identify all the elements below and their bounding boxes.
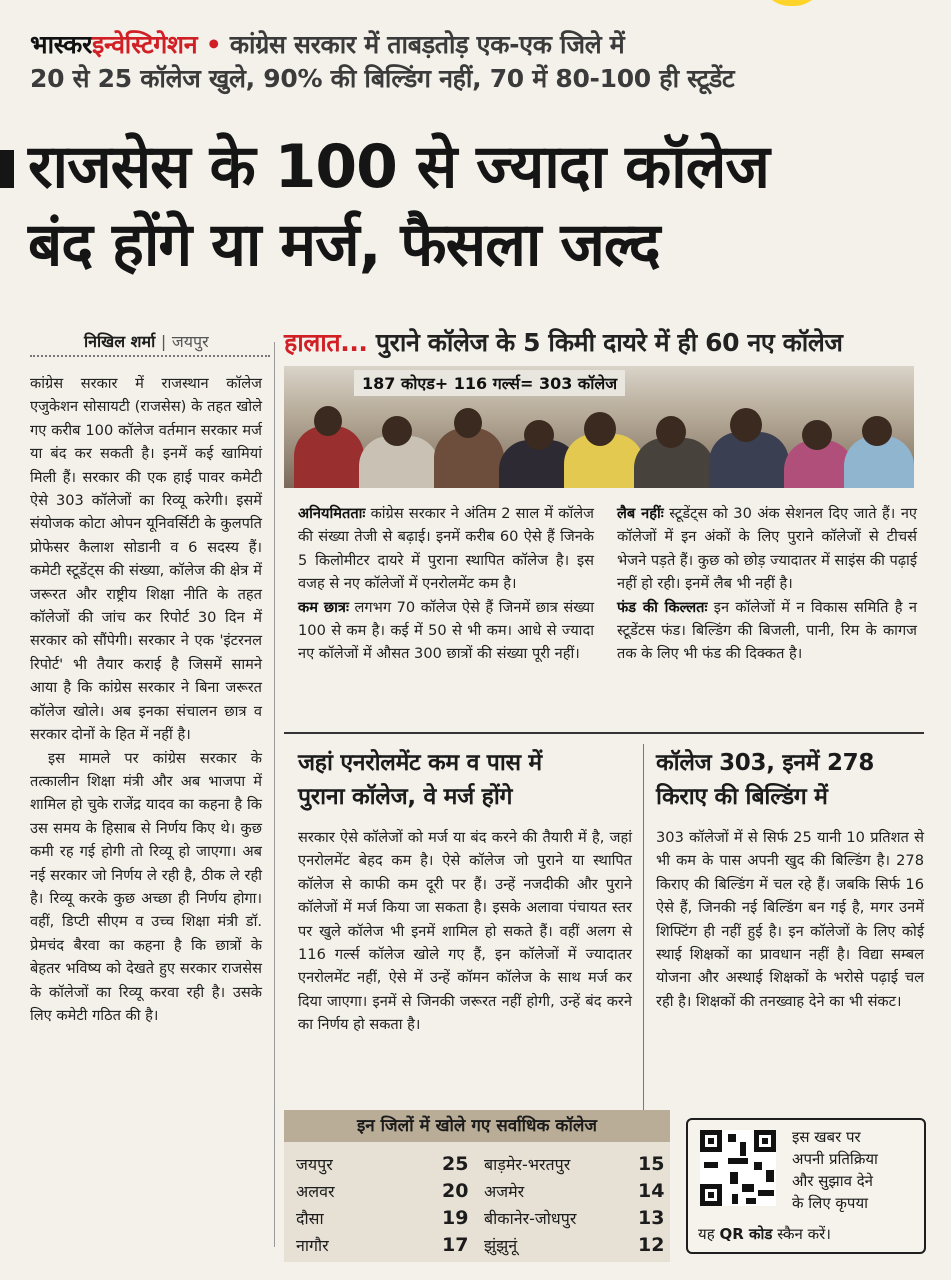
qr-line3: और सुझाव देने xyxy=(792,1172,874,1190)
table-row xyxy=(296,1206,665,1231)
district-name: बाड़मेर-भरतपुर xyxy=(484,1155,571,1174)
kicker-line2: 20 से 25 कॉलेज खुले, 90% की बिल्डिंग नहीं, 70 में 80-100 ही स्टूडेंट xyxy=(30,64,735,93)
qr-scan-suffix: स्कैन करें। xyxy=(777,1225,831,1243)
rent-body: 303 कॉलेजों में से सिर्फ 25 यानी 10 प्रतिशत से भी कम के पास अपनी खुद की बिल्डिंग है। 278 किराए की बिल्डिंग में चल रहे हैं। जबकि सिर्फ 16 ऐसे हैं, जिनकी नई बिल्डिंग बन गई है, मगर उनमें शिफ्टिंग ही नहीं हुई है। इन कॉलेजों के लिए कोई स्थाई शिक्षकों का प्रावधान नहीं है। विद्या सम्बल योजना और अस्थाई शिक्षकों के भरोसे पढ़ाई चल रही है। शिक्षकों की तनख्वाह देने का भी संकट। xyxy=(656,829,924,1010)
left-para-2: इस मामले पर कांग्रेस सरकार के तत्कालीन शिक्षा मंत्री और अब भाजपा में शामिल हो चुके राजेंद्र यादव का कहना है कि उस समय के हिसाब से निर्णय किए थे। कुछ कमी रह गई होगी तो रिव्यू हो जाएगा। अब नई सरकार जो निर्णय ले रही है, ठीक ले रही है। रिव्यू करके कुछ अच्छा ही निर्णय होगा। वहीं, डिप्टी सीएम व उच्च शिक्षा मंत्री डॉ. प्रेमचंद बैरवा का कहना है कि छात्रों के बेहतर भविष्य को देखते हुए सरकार राजसेस के कॉलेजों का रिव्यू करवा रही है। उसके लिए कमेटी गठित की है। xyxy=(30,749,262,1024)
byline-author: निखिल शर्मा xyxy=(84,332,156,351)
irregularity-box xyxy=(298,502,594,666)
merge-heading xyxy=(298,746,628,814)
district-count: 20 xyxy=(442,1180,469,1202)
district-count: 17 xyxy=(442,1234,469,1256)
fund-shortage-label: फंड की किल्लतः xyxy=(617,598,708,616)
photo-caption: 187 कोएड+ 116 गर्ल्स= 303 कॉलेज xyxy=(354,370,625,396)
district-count: 14 xyxy=(638,1180,665,1202)
rent-heading-line2: किराए की बिल्डिंग में xyxy=(656,784,828,810)
merge-heading-line2: पुराना कॉलेज, वे मर्ज होंगे xyxy=(298,784,513,810)
byline xyxy=(84,330,209,352)
table-row xyxy=(296,1233,665,1258)
irregularity-label: अनियमितताः xyxy=(298,505,366,522)
fund-shortage-text: इन कॉलेजों में न विकास समिति है न स्टूडेंटस फंड। बिल्डिंग की बिजली, पानी, रिम के कागज तक के लिए भी फंड की दिक्कत है। xyxy=(617,598,918,663)
low-students-text: लगभग 70 कॉलेज ऐसे हैं जिनमें छात्र संख्या 100 से कम है। कई में 50 से भी कम। आधे से ज्यादा नए कॉलेजों में औसत 300 छात्रों की संख्या पूरी नहीं। xyxy=(298,598,594,663)
halat-label: हालात... xyxy=(284,328,368,357)
district-count: 19 xyxy=(442,1207,469,1229)
district-count: 13 xyxy=(638,1207,665,1229)
district-count: 25 xyxy=(442,1153,469,1175)
byline-separator: | xyxy=(160,332,167,351)
headline-line1: राजसेस के 100 से ज्यादा कॉलेज xyxy=(28,132,769,202)
rent-heading-line1: कॉलेज 303, इनमें 278 xyxy=(656,750,875,776)
brand-section: इन्वेस्टिगेशन xyxy=(92,30,198,59)
lab-fund-box xyxy=(617,502,917,666)
district-name: नागौर xyxy=(296,1236,329,1255)
district-table-title: इन जिलों में खोले गए सर्वाधिक कॉलेज xyxy=(284,1110,670,1142)
qr-line2: अपनी प्रतिक्रिया xyxy=(792,1150,878,1168)
merge-heading-line1: जहां एनरोलमेंट कम व पास में xyxy=(298,750,542,776)
district-name: जयपुर xyxy=(296,1155,333,1174)
district-name: अजमेर xyxy=(484,1182,525,1201)
byline-divider xyxy=(30,355,270,357)
qr-scan-bold: QR कोड xyxy=(719,1225,773,1243)
section-column-rule xyxy=(643,744,644,1116)
district-name: दौसा xyxy=(296,1209,324,1228)
qr-line4: के लिए कृपया xyxy=(792,1194,869,1212)
merge-body: सरकार ऐसे कॉलेजों को मर्ज या बंद करने की तैयारी में है, जहां एनरोलमेंट बेहद कम है। ऐसे कॉलेज जो पुराने या स्थापित कॉलेज से काफी कम दूरी पर हैं। उन्हें नजदीकी और पुराने कॉलेजों में मर्ज किया जा सकता है। इसके अलावा पंचायत स्तर पर खुले कॉलेज भी इनमें शामिल हो सकते हैं। वहीं अलग से 116 गर्ल्स कॉलेज खोले गए हैं, इन कॉलेजों में ज्यादातर एनरोलमेंट नहीं, ऐसे में उन्हें कॉमन कॉलेज के साथ मर्ज कर दिया जाएगा। इनमें से जिनकी जरूरत नहीं होगी, उन्हें बंद करने का निर्णय हो सकता है। xyxy=(298,829,632,1034)
district-table xyxy=(284,1110,670,1262)
brand-name: भास्कर xyxy=(30,30,93,59)
qr-line1: इस खबर पर xyxy=(792,1128,861,1146)
district-name: अलवर xyxy=(296,1182,335,1201)
qr-feedback-box xyxy=(686,1118,926,1254)
qr-scan-prefix: यह xyxy=(698,1225,715,1243)
district-name: बीकानेर-जोधपुर xyxy=(484,1209,577,1228)
rent-heading xyxy=(656,746,926,814)
irregularity-text: कांग्रेस सरकार ने अंतिम 2 साल में कॉलेज की संख्या तेजी से बढ़ाई। इनमें करीब 60 ऐसे हैं जिनके 5 किलोमीटर दायरे में पुराना स्थापित कॉलेज है। इस वजह से नए कॉलेजों में एनरोलमेंट कम है। xyxy=(298,505,595,593)
no-lab-text: स्टूडेंट्स को 30 अंक सेशनल दिए जाते हैं। नए कॉलेजों में इन अंकों के लिए पुराने कॉलेजों से टीचर्स भेजने पड़ते हैं। कुछ को छोड़ ज्यादातर में साइंस की पढ़ाई नहीं हो रही। इनमें लैब भी नहीं है। xyxy=(617,505,917,593)
left-column xyxy=(30,372,262,1027)
no-lab-label: लैब नहींः xyxy=(617,505,664,522)
kicker-line1: कांग्रेस सरकार में ताबड़तोड़ एक-एक जिले में xyxy=(229,30,625,59)
low-students-label: कम छात्रः xyxy=(298,598,349,616)
district-count: 12 xyxy=(638,1234,665,1256)
left-para-1: कांग्रेस सरकार में राजस्थान कॉलेज एजुकेशन सोसायटी (राजसेस) के तहत खोले गए करीब 100 कॉलेज वर्तमान सरकार मर्ज या बंद कर सकती है। इनमें कई खामियां मिली हैं। सरकार की एक हाई पावर कमेटी ऐसे 303 कॉलेजों का रिव्यू करेगी। इसमें संयोजक कोटा ओपन यूनिवर्सिटी के कुलपति प्रोफेसर कैलाश सोडानी व 6 सदस्य हैं। कमेटी स्टूडेंट्स की संख्या, कॉलेज की क्षेत्र में जरूरत और राष्ट्रीय शिक्षा नीति के तहत कॉलेजों की जांच कर रिपोर्ट 30 दिन में सरकार को सौंपेगी। सरकार ने एक 'इंटरनल रिपोर्ट' भी तैयार कराई है जिसमें सामने आया है कि कांग्रेस सरकार ने बिना जरूरत कॉलेज खोले। अब इनका संचालन छात्र व सरकार दोनों के हित में नहीं है। xyxy=(30,375,262,744)
qr-code-icon[interactable] xyxy=(700,1130,776,1206)
district-count: 15 xyxy=(638,1153,665,1175)
halat-text: पुराने कॉलेज के 5 किमी दायरे में ही 60 नए कॉलेज xyxy=(375,328,843,357)
headline xyxy=(28,128,928,284)
halat-strap xyxy=(284,325,843,359)
headline-line2: बंद होंगे या मर्ज, फैसला जल्द xyxy=(28,210,660,280)
byline-city: जयपुर xyxy=(171,332,209,351)
table-row xyxy=(296,1179,665,1204)
qr-instructions xyxy=(792,1126,922,1214)
decorative-sun-shape xyxy=(760,0,824,6)
qr-scan-text xyxy=(698,1224,923,1244)
classroom-photo xyxy=(284,366,914,488)
column-rule xyxy=(274,342,275,1247)
headline-marker xyxy=(0,150,14,188)
kicker xyxy=(30,28,930,96)
district-name: झुंझुनूं xyxy=(484,1236,518,1255)
section-divider xyxy=(284,732,924,734)
kicker-dot: • xyxy=(205,30,222,59)
table-row xyxy=(296,1152,665,1177)
